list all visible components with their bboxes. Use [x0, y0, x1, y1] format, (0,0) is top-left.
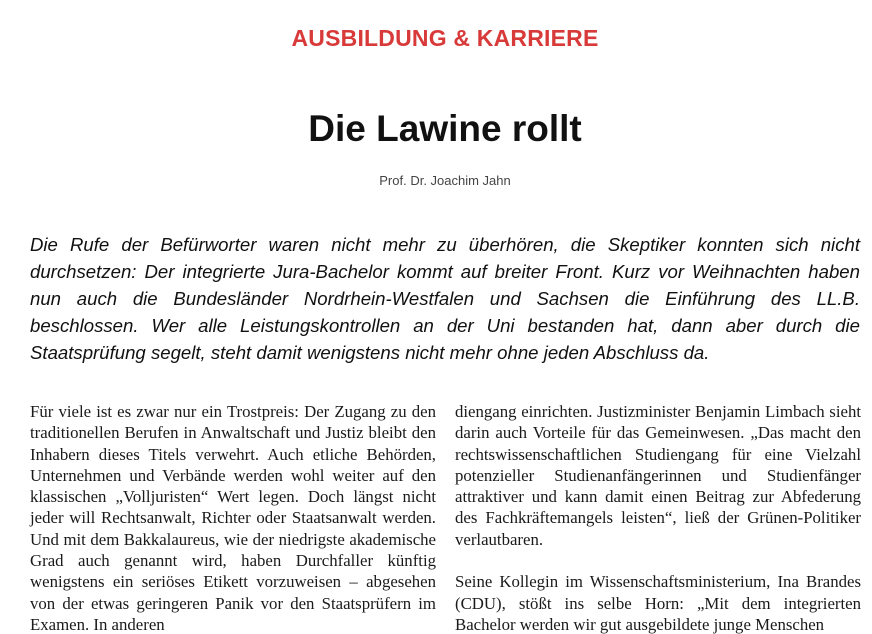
body-column-right — [455, 401, 861, 634]
article-lead: Die Rufe der Befürworter waren nicht mehr zu überhören, die Skeptiker konnten sich nicht durchsetzen: Der integrierte Jura-Bachelor kommt auf breiter Front. Kurz vor Weihnachten haben nun auch die Bundesländer Nordrhein-Westfalen und Sachsen die Einführung des LL.B. beschlossen. Wer alle Leistungskontrollen an der Uni bestanden hat, dann aber durch die Staatsprüfung segelt, steht damit wenigstens nicht mehr ohne jeden Abschluss da. — [30, 234, 860, 363]
section-heading: AUSBILDUNG & KARRIERE — [291, 25, 599, 51]
body-paragraph: diengang einrichten. Justizminister Benjamin Limbach sieht darin auch Vorteile für das Gemeinwesen. „Das macht den rechtswissenschaftlichen Studiengang für eine Vielzahl potenzieller Studienanfängerinnen und Studienfänger attraktiver und kann damit einen Beitrag zur Abfederung des Fachkräftemangels leisten“, ließ der Grünen-Politiker verlautbaren. — [455, 402, 861, 549]
body-paragraph: Seine Kollegin im Wissenschaftsministerium, Ina Brandes (CDU), stößt ins selbe Horn: „Mit dem integrierten Bachelor werden wir gut ausgebildete junge Menschen — [455, 572, 861, 634]
article-title: Die Lawine rollt — [308, 108, 582, 149]
article-author: Prof. Dr. Joachim Jahn — [379, 173, 511, 188]
body-column-left — [30, 401, 436, 634]
body-paragraph: Für viele ist es zwar nur ein Trostpreis: Der Zugang zu den traditionellen Berufen in Anwaltschaft und Justiz bleibt den Inhabern dieses Titels verwehrt. Auch etliche Behörden, Unternehmen und Verbände werden wohl weiter auf den klassischen „Volljuristen“ Wert legen. Doch längst nicht jeder will Rechtsanwalt, Richter oder Staatsanwalt werden. Und mit dem Bakkalaureus, wie der niedrigste akademische Grad auch genannt wird, haben Durchfaller künftig wenigstens ein seriöses Etikett vorzuweisen – abgesehen von der etwas geringeren Panik vor den Staatsprüfern im Examen. In anderen — [30, 402, 436, 634]
